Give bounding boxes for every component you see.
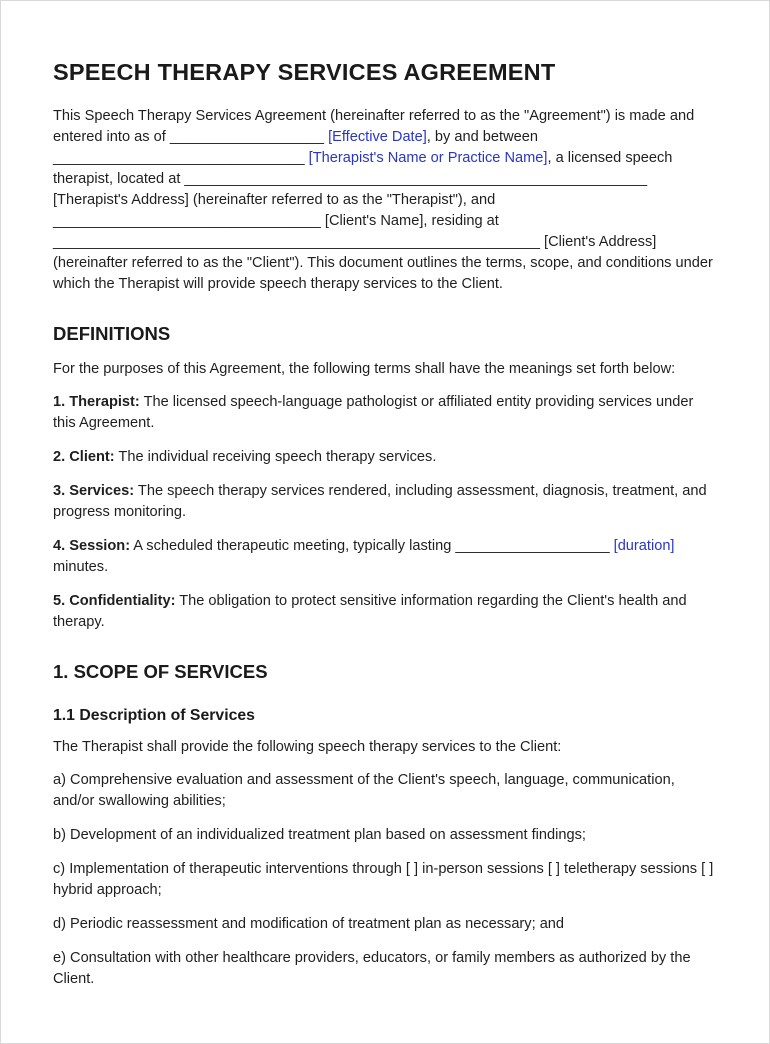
definition-text (53, 538, 675, 575)
definition-text: The obligation to protect sensitive information regarding the Client's health and therapy. (53, 593, 687, 630)
definition-term: 2. Client: (53, 449, 115, 465)
definition-item-services (53, 481, 717, 523)
document-title: SPEECH THERAPY SERVICES AGREEMENT (53, 59, 556, 85)
text-run: , by and between _______________________________ (53, 129, 538, 166)
fillable-field-label[interactable]: [Therapist's Name or Practice Name] (308, 150, 548, 166)
text-run: minutes. (53, 559, 109, 575)
definition-term: 4. Session: (53, 538, 131, 554)
fillable-field-label[interactable]: [Effective Date] (328, 129, 427, 145)
definition-item-client (53, 447, 717, 468)
service-item-e: e) Consultation with other healthcare providers, educators, or family members as authorized by the Client. (53, 950, 691, 987)
service-item-d: d) Periodic reassessment and modification of treatment plan as necessary; and (53, 916, 565, 932)
definition-text: The licensed speech-language pathologist or affiliated entity providing services under this Agreement. (53, 394, 694, 431)
definition-item-confidentiality (53, 591, 717, 633)
definition-text: The individual receiving speech therapy services. (114, 449, 437, 465)
definition-term: 3. Services: (53, 483, 135, 499)
definition-item-therapist (53, 392, 717, 434)
scope-lead: The Therapist shall provide the following speech therapy services to the Client: (53, 739, 562, 755)
definitions-lead: For the purposes of this Agreement, the following terms shall have the meanings set forth below: (53, 361, 676, 377)
scope-of-services-heading: 1. SCOPE OF SERVICES (53, 661, 268, 682)
definition-text: The speech therapy services rendered, including assessment, diagnosis, treatment, and progress monitoring. (53, 483, 707, 520)
service-item-c: c) Implementation of therapeutic interventions through [ ] in-person sessions [ ] teletherapy sessions [ ] hybrid approach; (53, 861, 714, 898)
definition-item-session (53, 536, 717, 578)
fillable-field-label[interactable]: [duration] (613, 538, 675, 554)
definition-term: 5. Confidentiality: (53, 593, 176, 609)
intro-paragraph (53, 106, 717, 295)
definitions-heading: DEFINITIONS (53, 323, 171, 344)
text-run: A scheduled therapeutic meeting, typically lasting ___________________ (130, 538, 614, 554)
service-item-a: a) Comprehensive evaluation and assessment of the Client's speech, language, communication, and/or swallowing abilities; (53, 772, 675, 809)
definition-term: 1. Therapist: (53, 394, 140, 410)
text-run: This Speech Therapy Services Agreement (hereinafter referred to as the "Agreement") is made and entered into as of ___________________ (53, 108, 695, 145)
service-item-b: b) Development of an individualized treatment plan based on assessment findings; (53, 827, 586, 843)
text-run: , a licensed speech therapist, located at _________________________________________________________ [Therapist's Address] (hereinafter referred to as the "Therapist"), and _________________________________ [Client's Name], residing at ____________________________________________________________ [Client's Address] (hereinafter referred to as the "Client"). This document outlines the terms, scope, and conditions under which the Therapist will provide speech therapy services to the Client. (53, 150, 713, 292)
description-of-services-subheading: 1.1 Description of Services (53, 707, 255, 724)
